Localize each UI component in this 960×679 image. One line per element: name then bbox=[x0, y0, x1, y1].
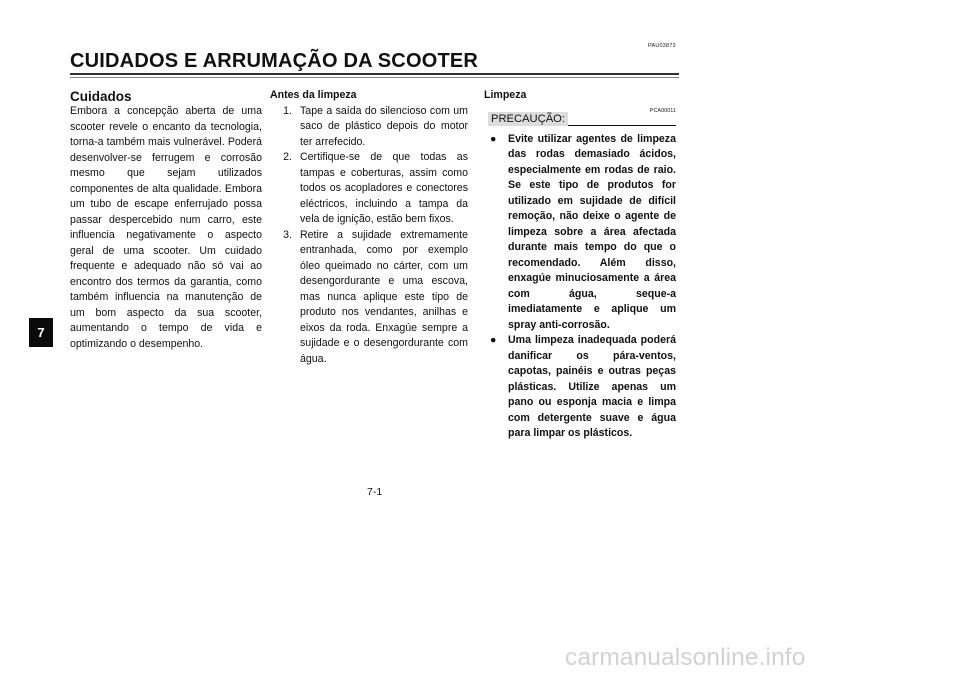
step-number: 1. bbox=[283, 104, 292, 117]
title-rule-thin bbox=[70, 77, 679, 78]
column-cleaning bbox=[484, 88, 680, 442]
warning-text: Evite utilizar agentes de limpeza das rodas demasiado ácidos, especialmente em rodas de raio. Se este tipo de produtos for utilizado em sujidade de difícil remoção, não deixe o agente de limpeza sobre a área afectada durante mais tempo do que o recomendado. Além disso, enxagúe minuciosamente a área com água, seque-a imediatamente e aplique um spray anti-corrosão. bbox=[508, 132, 676, 331]
column-care bbox=[70, 88, 262, 352]
care-paragraph: Embora a concepção aberta de uma scooter revele o encanto da tecnologia, torna-a também mais vulnerável. Poderá desenvolver-se ferrugem e corrosão mesmo que sejam utilizados componentes de alta qualidade. Embora um tubo de escape enferrujado possa passar despercebido num carro, este influencia negativamente o aspecto geral de uma scooter. Um cuidado frequente e adequado não só vai ao encontro dos termos da garantia, como também influencia na manutenção de um bom aspecto da sua scooter, aumentando o tempo de vida e optimizando o desempenho. bbox=[70, 105, 262, 350]
step-number: 2. bbox=[283, 151, 292, 163]
warning-list bbox=[484, 132, 680, 442]
bullet-icon: ● bbox=[490, 334, 497, 346]
step-text: Tape a saída do silencioso com um saco de plástico depois do motor ter arrefecido. bbox=[300, 104, 468, 148]
list-item bbox=[270, 104, 468, 151]
page-number: 7-1 bbox=[367, 486, 383, 498]
column-before-cleaning bbox=[270, 88, 468, 367]
warning-text: Uma limpeza inadequada poderá danificar os pára-ventos, capotas, painéis e outras peças plásticas. Utilize apenas um pano ou esponja macia e limpa com detergente suave e água para limpar os plásticos. bbox=[508, 334, 676, 439]
caution-label: PRECAUÇÃO: bbox=[488, 112, 568, 126]
list-item bbox=[484, 132, 680, 334]
steps-list bbox=[270, 104, 468, 368]
before-cleaning-heading: Antes da limpeza bbox=[270, 89, 357, 101]
bullet-icon: ● bbox=[490, 132, 497, 145]
chapter-tab: 7 bbox=[29, 318, 53, 347]
title-rule-thick bbox=[70, 73, 679, 75]
step-number: 3. bbox=[283, 228, 292, 241]
list-item bbox=[484, 333, 680, 442]
caution-code: PCA00011 bbox=[649, 107, 676, 114]
section-heading-care: Cuidados bbox=[70, 89, 132, 104]
watermark: carmanualsonline.info bbox=[565, 644, 806, 671]
cleaning-heading: Limpeza bbox=[484, 89, 527, 101]
caution-header bbox=[484, 104, 680, 126]
list-item bbox=[270, 150, 468, 228]
list-item bbox=[270, 228, 468, 368]
step-text: Certifique-se de que todas as tampas e coberturas, assim como todos os acopladores e conectores eléctricos, incluindo a tampa da vela de ignição, estão bem fixos. bbox=[300, 151, 468, 225]
caution-rule bbox=[568, 125, 676, 127]
page-title: CUIDADOS E ARRUMAÇÃO DA SCOOTER bbox=[70, 50, 479, 72]
page-code: PAU03873 bbox=[648, 43, 676, 49]
step-text: Retire a sujidade extremamente entranhada, como por exemplo óleo queimado no cárter, com um desengordurante e uma escova, mas nunca aplique este tipo de produto nos vendantes, anilhas e eixos da roda. Enxagúe sempre a sujidade e o desengordurante com água. bbox=[300, 228, 468, 365]
